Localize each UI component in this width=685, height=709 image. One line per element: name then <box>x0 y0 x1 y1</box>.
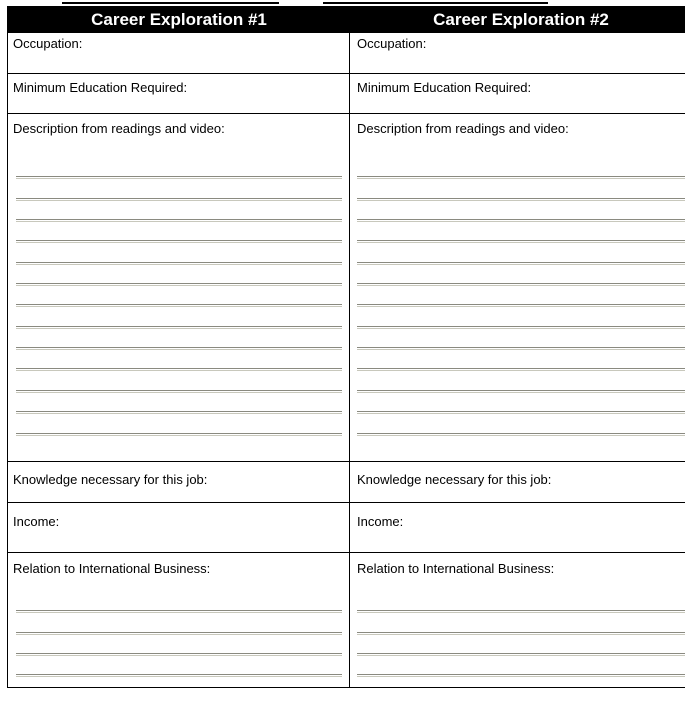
writing-line[interactable] <box>357 198 685 201</box>
writing-line[interactable] <box>357 283 685 286</box>
writing-line[interactable] <box>357 632 685 635</box>
writing-line[interactable] <box>357 176 685 179</box>
writing-line[interactable] <box>357 674 685 677</box>
writing-line[interactable] <box>357 240 685 243</box>
column-divider <box>349 33 350 687</box>
writing-line[interactable] <box>16 198 342 201</box>
writing-line[interactable] <box>16 176 342 179</box>
writing-line[interactable] <box>16 632 342 635</box>
writing-line[interactable] <box>16 219 342 222</box>
header-bar <box>8 6 685 33</box>
writing-line[interactable] <box>16 262 342 265</box>
name-underline-right <box>323 2 548 4</box>
row-separator <box>8 461 685 462</box>
writing-line[interactable] <box>16 368 342 371</box>
income-label-2: Income: <box>357 514 404 529</box>
writing-line[interactable] <box>357 411 685 414</box>
writing-line[interactable] <box>16 283 342 286</box>
writing-line[interactable] <box>16 411 342 414</box>
occupation-label-1: Occupation: <box>13 36 83 51</box>
writing-line[interactable] <box>357 262 685 265</box>
row-separator <box>8 113 685 114</box>
writing-line[interactable] <box>357 610 685 613</box>
writing-line[interactable] <box>357 326 685 329</box>
row-separator <box>8 73 685 74</box>
career-exploration-table <box>7 6 685 688</box>
writing-line[interactable] <box>357 304 685 307</box>
writing-line[interactable] <box>16 653 342 656</box>
relation-label-2: Relation to International Business: <box>357 561 555 576</box>
education-label-2: Minimum Education Required: <box>357 80 532 95</box>
row-separator <box>8 552 685 553</box>
description-label-2: Description from readings and video: <box>357 121 569 136</box>
column-title-1: Career Exploration #1 <box>91 10 267 29</box>
writing-line[interactable] <box>16 326 342 329</box>
writing-line[interactable] <box>16 674 342 677</box>
occupation-label-2: Occupation: <box>357 36 427 51</box>
writing-line[interactable] <box>16 240 342 243</box>
education-label-1: Minimum Education Required: <box>13 80 188 95</box>
writing-line[interactable] <box>16 433 342 436</box>
relation-label-1: Relation to International Business: <box>13 561 211 576</box>
income-label-1: Income: <box>13 514 60 529</box>
writing-line[interactable] <box>16 347 342 350</box>
writing-line[interactable] <box>357 653 685 656</box>
writing-line[interactable] <box>16 610 342 613</box>
row-separator <box>8 502 685 503</box>
writing-line[interactable] <box>357 347 685 350</box>
column-title-2: Career Exploration #2 <box>433 10 609 29</box>
writing-line[interactable] <box>357 390 685 393</box>
writing-line[interactable] <box>16 390 342 393</box>
description-label-1: Description from readings and video: <box>13 121 225 136</box>
writing-line[interactable] <box>16 304 342 307</box>
writing-line[interactable] <box>357 219 685 222</box>
name-underline-left <box>62 2 279 4</box>
knowledge-label-1: Knowledge necessary for this job: <box>13 472 208 487</box>
writing-line[interactable] <box>357 433 685 436</box>
knowledge-label-2: Knowledge necessary for this job: <box>357 472 552 487</box>
writing-line[interactable] <box>357 368 685 371</box>
